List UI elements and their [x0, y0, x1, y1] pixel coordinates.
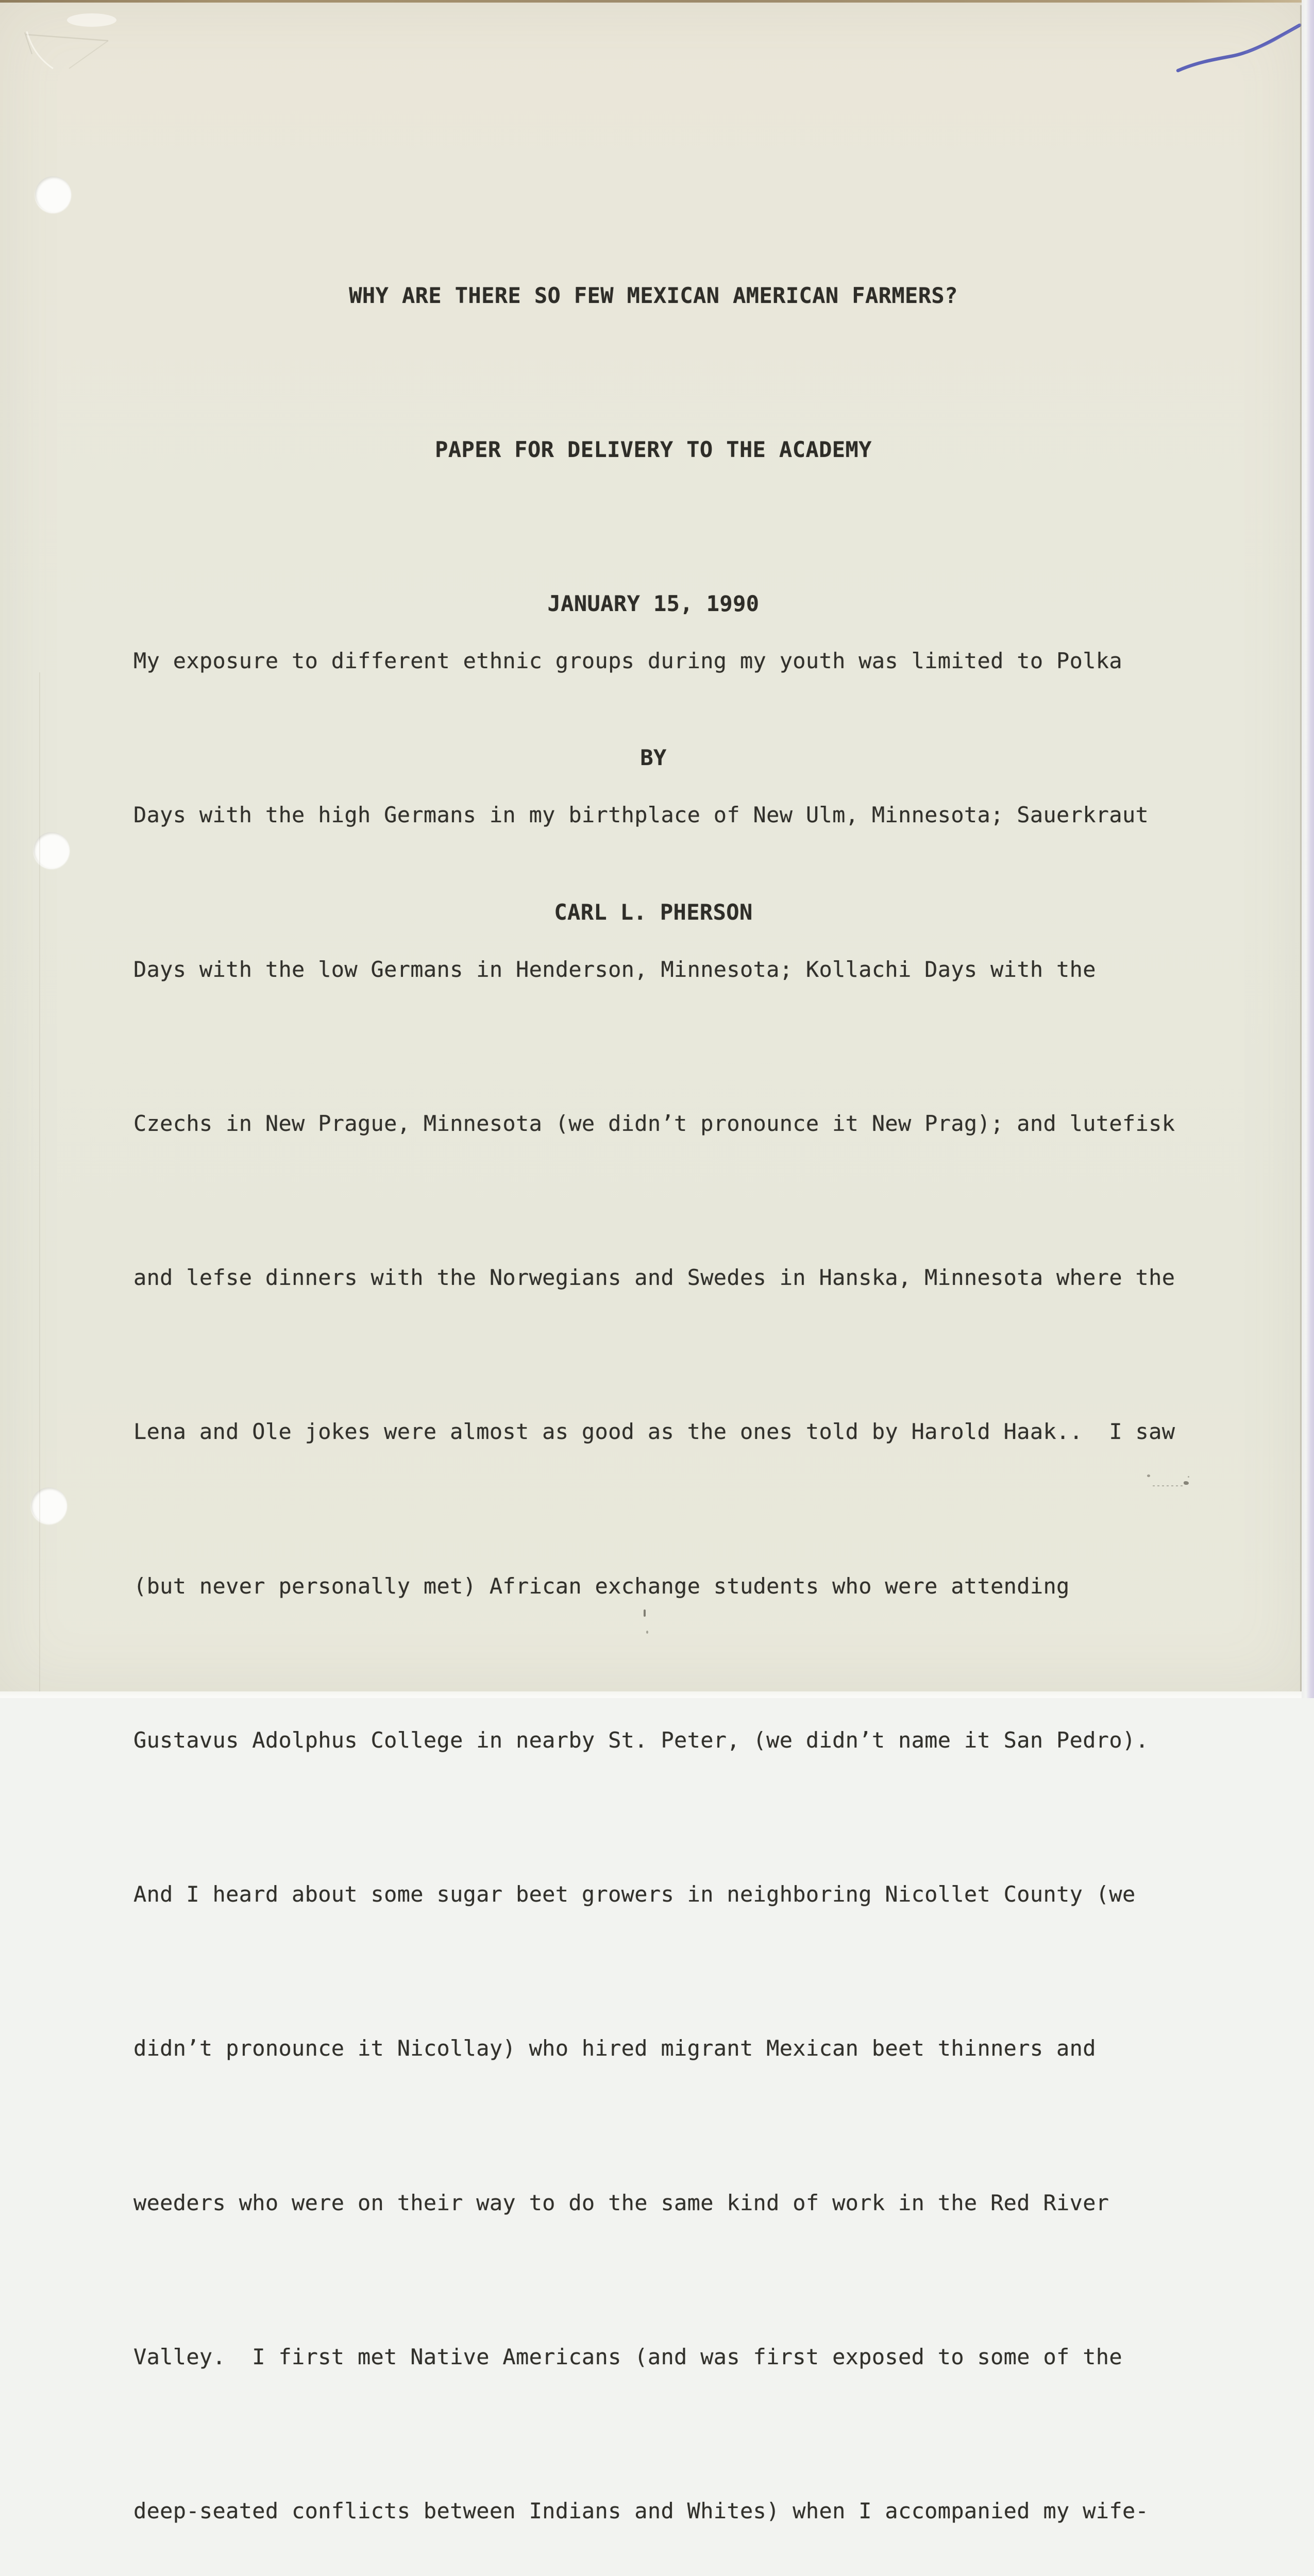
- body-line: Gustavus Adolphus College in nearby St. Peter, (we didn’t name it San Pedro).: [133, 1715, 1246, 1766]
- scan-streak: [39, 672, 40, 1692]
- ink-speck: [644, 1609, 646, 1617]
- body-line: Days with the low Germans in Henderson, Minnesota; Kollachi Days with the: [133, 944, 1246, 995]
- title-line: PAPER FOR DELIVERY TO THE ACADEMY: [133, 424, 1174, 476]
- paper-page: [0, 3, 1302, 1691]
- ink-speck: [1147, 1475, 1150, 1477]
- body-line: didn’t pronounce it Nicollay) who hired migrant Mexican beet thinners and: [133, 2023, 1246, 2074]
- body-line: My exposure to different ethnic groups during my youth was limited to Polka: [133, 635, 1246, 687]
- ink-speck: [1184, 1481, 1189, 1485]
- scanner-bed-right: [1302, 0, 1314, 1698]
- body-line: and lefse dinners with the Norwegians and Swedes in Hanska, Minnesota where the: [133, 1252, 1246, 1303]
- title-line: BY: [133, 732, 1174, 784]
- body-line: And I heard about some sugar beet growers in neighboring Nicollet County (we: [133, 1869, 1246, 1920]
- body-line: (but never personally met) African exchange students who were attending: [133, 1561, 1246, 1612]
- ink-speck: [1188, 1476, 1189, 1478]
- title-line: CARL L. PHERSON: [133, 887, 1174, 938]
- scanner-bed-bottom: [0, 1691, 1302, 1698]
- hole-punch-top: [35, 176, 71, 212]
- body-line: Czechs in New Prague, Minnesota (we didn’t pronounce it New Prag); and lutefisk: [133, 1098, 1246, 1149]
- staple-crease-mark: [14, 9, 143, 91]
- hole-punch-bottom: [31, 1487, 67, 1523]
- paragraph-1: [133, 533, 1246, 2576]
- title-line: JANUARY 15, 1990: [133, 578, 1174, 630]
- body-line: Lena and Ole jokes were almost as good as the ones told by Harold Haak.. I saw: [133, 1406, 1246, 1458]
- title-line: WHY ARE THERE SO FEW MEXICAN AMERICAN FARMERS?: [133, 270, 1174, 321]
- body-line: Valley. I first met Native Americans (and was first exposed to some of the: [133, 2331, 1246, 2383]
- body-text: [133, 430, 1246, 2576]
- ink-speck: [646, 1631, 648, 1634]
- body-line: weeders who were on their way to do the same kind of work in the Red River: [133, 2177, 1246, 2229]
- blue-pen-stroke: [1164, 17, 1308, 79]
- body-line: deep-seated conflicts between Indians and Whites) when I accompanied my wife-: [133, 2485, 1246, 2537]
- ink-speck: [1153, 1485, 1183, 1486]
- body-line: Days with the high Germans in my birthplace of New Ulm, Minnesota; Sauerkraut: [133, 789, 1246, 841]
